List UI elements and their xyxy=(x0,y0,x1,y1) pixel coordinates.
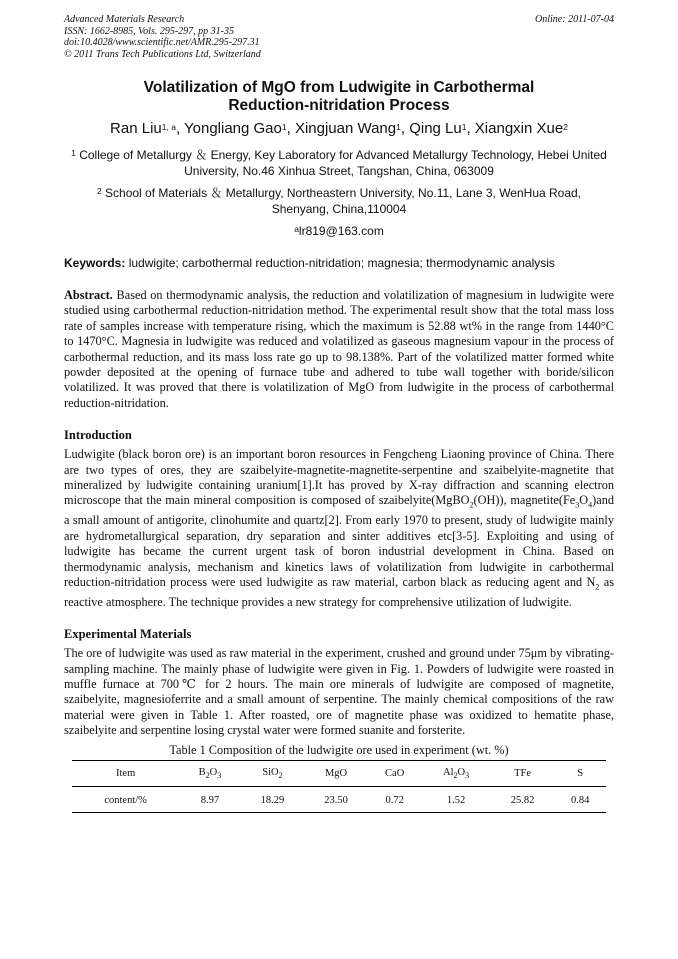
col-s: S xyxy=(554,760,606,786)
table-cell: 0.72 xyxy=(385,794,404,806)
doi-line: doi:10.4028/www.scientific.net/AMR.295-297.31 xyxy=(64,37,260,48)
subscript: 2 xyxy=(469,500,474,510)
col-al2o3: $Al_2O_3$ xyxy=(421,760,490,786)
author-affil-mark: 1, a xyxy=(161,122,176,132)
affiliation-2 xyxy=(64,185,614,217)
title-line-2: Reduction-nitridation Process xyxy=(228,97,450,114)
col-sio2: SiO$_2$ xyxy=(241,760,305,786)
author-name: Ran Liu xyxy=(110,120,162,137)
intro-text: O xyxy=(579,493,589,508)
keywords xyxy=(64,256,614,271)
author-list xyxy=(64,120,614,138)
affil-mark: 1 xyxy=(71,148,76,158)
title-line-1: Volatilization of MgO from Ludwigite in Carbothermal xyxy=(143,79,535,96)
table-cell: 25.82 xyxy=(510,794,535,806)
introduction-heading: Introduction xyxy=(64,428,132,443)
author-name: , Qing Lu xyxy=(400,120,462,137)
table-cell: 0.84 xyxy=(571,794,590,806)
intro-text: Ludwigite (black boron ore) is an important boron resources in Fengcheng Liaoning province of China. There are two types of ores, they are szaibelyite-magnetite-magnetite-serpentine and szaibelyite-magnetite that mineralized by ludwigite containing uranium[1].It has proved by X-ray diffraction and scanning electron microscope that the main mineral composition is composed of szaibelyite(MgBO xyxy=(64,447,614,508)
table-header-row xyxy=(72,760,606,786)
author-affil-mark: 2 xyxy=(563,122,568,132)
subscript: 2 xyxy=(595,582,600,592)
author-affil-mark: 1 xyxy=(461,122,467,132)
author-name: , Xiangxin Xue xyxy=(466,120,564,137)
affil-text: School of Materials ＆ Metallurgy, Northeastern University, No.11, Lane 3, WenHua Road, xyxy=(101,186,582,200)
affil-text: College of Metallurgy ＆ Energy, Key Laboratory for Advanced Metallurgy Technology, Hebei United xyxy=(75,148,607,162)
abstract xyxy=(64,288,614,411)
col-cao: CaO xyxy=(368,760,422,786)
table-cell: 18.29 xyxy=(260,794,285,806)
author-name: , Xingjuan Wang xyxy=(286,120,397,137)
subscript: 3 xyxy=(575,500,580,510)
corresponding-email xyxy=(64,223,614,239)
table-cell: content/% xyxy=(104,794,147,806)
journal-header xyxy=(64,14,614,60)
online-date: Online: 2011-07-04 xyxy=(535,14,614,25)
author-affil-mark: 1 xyxy=(396,122,401,132)
email-mark: a xyxy=(294,224,299,234)
table-row xyxy=(72,786,606,812)
journal-name: Advanced Materials Research xyxy=(64,14,185,25)
col-item: Item xyxy=(72,760,179,786)
copyright-line: © 2011 Trans Tech Publications Ltd, Switzerland xyxy=(64,48,261,60)
paper-title xyxy=(64,79,614,115)
intro-text: as reactive atmosphere. The technique provides a new strategy for comprehensive utilization of ludwigite. xyxy=(64,574,614,609)
introduction-paragraph xyxy=(64,447,614,610)
author-name: , Yongliang Gao xyxy=(175,120,282,137)
abstract-label: Abstract. xyxy=(64,288,113,302)
table-caption: Table 1 Composition of the ludwigite ore used in experiment (wt. %) xyxy=(169,742,509,757)
col-b2o3: $B_2O_3$ xyxy=(179,760,240,786)
affil-mark: 2 xyxy=(96,186,102,196)
materials-heading: Experimental Materials xyxy=(64,627,192,642)
intro-text: (OH)), magnetite(Fe xyxy=(473,493,576,508)
affiliation-1 xyxy=(64,147,614,179)
col-tfe: TFe xyxy=(491,760,555,786)
subscript: 4 xyxy=(588,500,593,510)
affil-text: Shenyang, China,110004 xyxy=(271,202,407,216)
table-cell: 23.50 xyxy=(324,794,348,806)
author-affil-mark: 1 xyxy=(281,122,287,132)
keywords-text: ludwigite; carbothermal reduction-nitridation; magnesia; thermodynamic analysis xyxy=(125,256,555,270)
email-link[interactable]: lr819@163.com xyxy=(298,224,384,238)
abstract-text: Based on thermodynamic analysis, the reduction and volatilization of magnesium in ludwigite were studied using carbothermal reduction-nitridation method. The experimental result show that the total mass loss rate of samples increase with temperature rising, which the maximum is 52.88 wt% in the range from 1440°C to 1470°C. Magnesia in ludwigite was reduced and volatilized as gaseous magnesium vapour in the process of carbothermal reduction, and its mass loss rate go up to 98.138%. Part of the volatilized matter formed white powder deposited at the opening of furnace tube and adhered to tube wall together with boride/silicon volatilized. It was proved that there is volatilization of MgO from ludwigite in the process of carbothermal reduction-nitridation. xyxy=(64,288,614,410)
composition-table xyxy=(72,760,606,813)
table-cell: 1.52 xyxy=(446,794,466,806)
issn-line: ISSN: 1662-8985, Vols. 295-297, pp 31-35 xyxy=(64,25,234,37)
table-cell: 8.97 xyxy=(200,794,220,806)
col-mgo: MgO xyxy=(304,760,368,786)
intro-text: )and a small amount of antigorite, clinohumite and quartz[2]. From early 1970 to present, study of ludwigite mainly are hydrometallurgical separation, dry separation and sinter additives etc[3-5]. Exploiting and using of ludwigite has became the current urgent task of boron industrial development in China. Based on thermodynamic analysis, mechanism and kinetics laws of volatilization from ludwigite in carbothermal reduction-nitridation process were used ludwigite as raw material, carbon black as reducing agent and N xyxy=(64,493,614,589)
materials-paragraph: The ore of ludwigite was used as raw material in the experiment, crushed and ground under 75μm by vibrating-sampling machine. The mainly phase of ludwigite were given in Fig. 1. Powders of ludwigite were roasted in muffle furnace at 700℃ for 2 hours. The main ore minerals of ludwigite are composed of magnetite, szaibelyite, magnesioferrite and a small amount of serpentine. The mainly chemical compositions of the raw material were given in Table 1. After roasted, ore of magnetite phase was oxidized to hematite phase, szaibelyite and serpentine losing crystal water were formed suanite and forsterite. xyxy=(64,646,614,738)
affil-text: University, No.46 Xinhua Street, Tangshan, China, 063009 xyxy=(184,164,494,178)
keywords-label: Keywords: xyxy=(64,256,126,270)
